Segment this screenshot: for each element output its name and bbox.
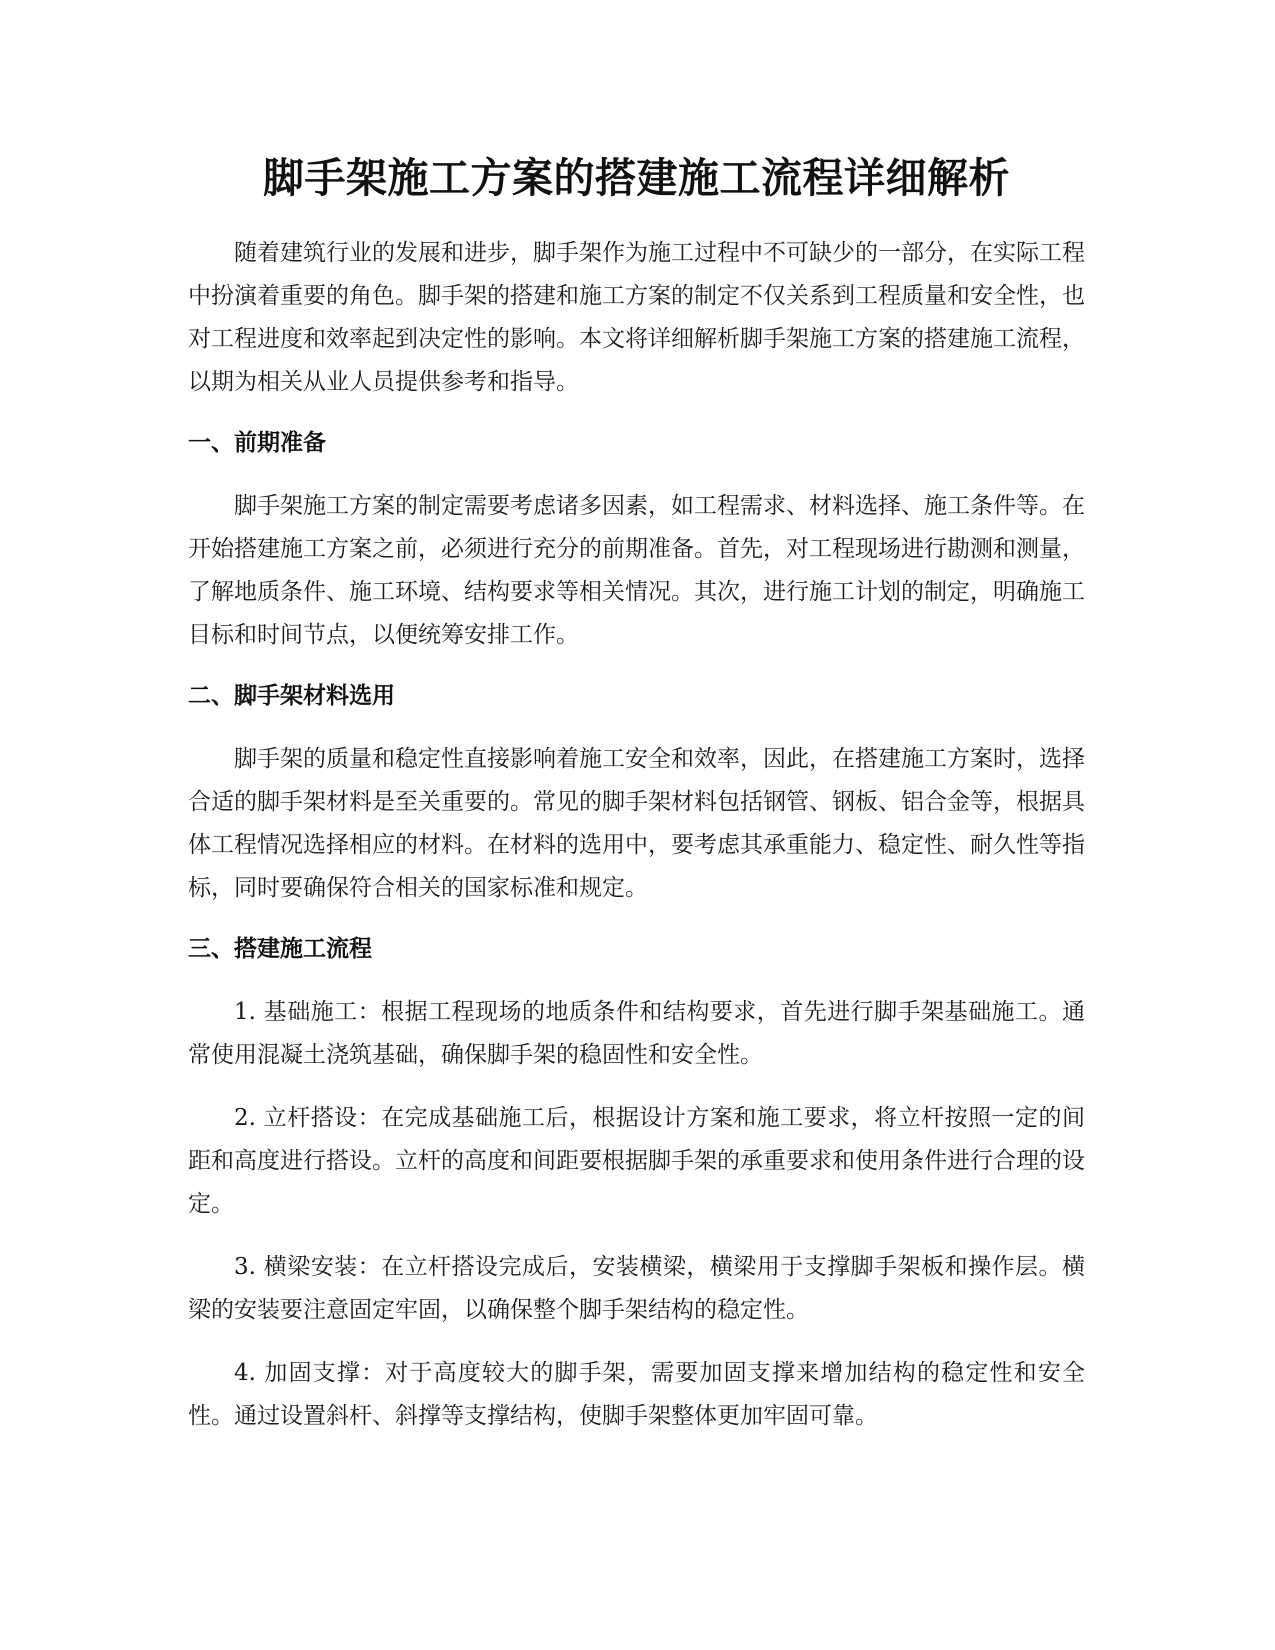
step-foundation: 1. 基础施工：根据工程现场的地质条件和结构要求，首先进行脚手架基础施工。通常使用混凝土浇筑基础，确保脚手架的稳固性和安全性。 <box>188 999 1085 1068</box>
step-bracing: 4. 加固支撑：对于高度较大的脚手架，需要加固支撑来增加结构的稳定性和安全性。通过设置斜杆、斜撑等支撑结构，使脚手架整体更加牢固可靠。 <box>188 1360 1085 1429</box>
section-heading-process: 三、搭建施工流程 <box>188 936 372 962</box>
step-crossbeams: 3. 横梁安装：在立杆搭设完成后，安装横梁，横梁用于支撑脚手架板和操作层。横梁的安装要注意固定牢固，以确保整个脚手架结构的稳定性。 <box>188 1254 1085 1323</box>
section-heading-preparation: 一、前期准备 <box>188 430 326 456</box>
intro-paragraph: 随着建筑行业的发展和进步，脚手架作为施工过程中不可缺少的一部分，在实际工程中扮演着重要的角色。脚手架的搭建和施工方案的制定不仅关系到工程质量和安全性，也对工程进度和效率起到决定性的影响。本文将详细解析脚手架施工方案的搭建施工流程，以期为相关从业人员提供参考和指导。 <box>188 240 1085 395</box>
document-page <box>188 148 1085 1438</box>
section-paragraph-preparation: 脚手架施工方案的制定需要考虑诸多因素，如工程需求、材料选择、施工条件等。在开始搭建施工方案之前，必须进行充分的前期准备。首先，对工程现场进行勘测和测量，了解地质条件、施工环境、结构要求等相关情况。其次，进行施工计划的制定，明确施工目标和时间节点，以便统筹安排工作。 <box>188 493 1085 648</box>
section-heading-materials: 二、脚手架材料选用 <box>188 683 395 709</box>
step-upright-poles: 2. 立杆搭设：在完成基础施工后，根据设计方案和施工要求，将立杆按照一定的间距和高度进行搭设。立杆的高度和间距要根据脚手架的承重要求和使用条件进行合理的设定。 <box>188 1105 1085 1217</box>
section-paragraph-materials: 脚手架的质量和稳定性直接影响着施工安全和效率，因此，在搭建施工方案时，选择合适的脚手架材料是至关重要的。常见的脚手架材料包括钢管、钢板、铝合金等，根据具体工程情况选择相应的材料。在材料的选用中，要考虑其承重能力、稳定性、耐久性等指标，同时要确保符合相关的国家标准和规定。 <box>188 746 1085 901</box>
document-title: 脚手架施工方案的搭建施工流程详细解析 <box>263 154 1010 202</box>
